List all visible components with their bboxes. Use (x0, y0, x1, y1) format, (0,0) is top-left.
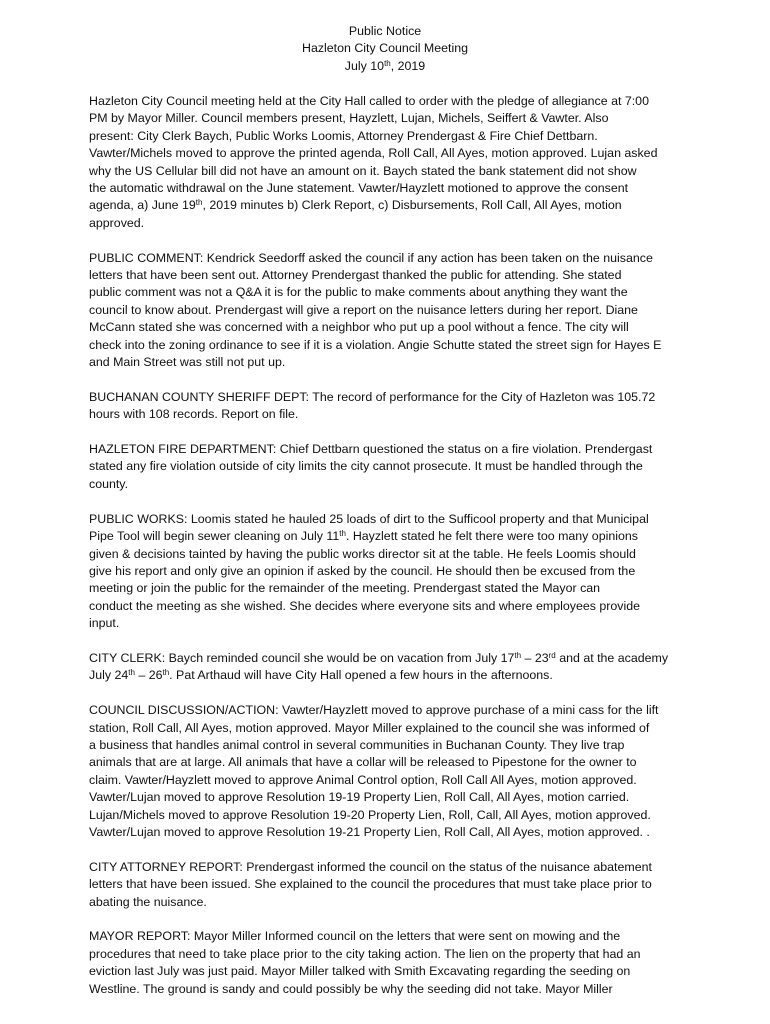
text-run: stated any fire violation outside of city limits the city cannot prosecute. It must be handled through the (89, 459, 643, 474)
text-line (89, 563, 689, 580)
text-line (89, 754, 689, 771)
text-run: and Main Street was still not put up. (89, 355, 286, 370)
text-line (89, 163, 689, 180)
public-works-paragraph (89, 511, 689, 633)
text-line (89, 128, 689, 145)
text-line (89, 319, 689, 336)
notice-title: Public Notice (348, 24, 422, 38)
meeting-date: July 10th, 2019 (344, 58, 426, 73)
text-line (89, 772, 689, 789)
text-run: HAZLETON FIRE DEPARTMENT: Chief Dettbarn questioned the status on a fire violation. Prendergast (89, 442, 653, 457)
text-run: meeting or join the public for the remainder of the meeting. Prendergast stated the Mayor can (89, 581, 601, 596)
text-run: – 26 (134, 668, 163, 683)
text-line (89, 528, 689, 545)
ordinal-suffix: th (514, 650, 522, 660)
text-line (89, 963, 689, 980)
text-line (89, 876, 689, 893)
text-run: Pipe Tool will begin sewer cleaning on July 11 (89, 529, 340, 544)
sheriff-dept-paragraph (89, 389, 689, 424)
text-run: present: City Clerk Baych, Public Works Loomis, Attorney Prendergast & Fire Chief Dettbarn. (89, 128, 598, 143)
text-line (89, 389, 689, 406)
text-run: station, Roll Call, All Ayes, motion approved. Mayor Miller explained to the council she was informed of (89, 720, 650, 735)
text-line (89, 598, 689, 615)
text-line (89, 441, 689, 458)
text-run: a business that handles animal control in several communities in Buchanan County. They live trap (89, 737, 625, 752)
text-run: Vawter/Michels moved to approve the printed agenda, Roll Call, All Ayes, motion approved. Lujan asked (89, 146, 658, 161)
text-run: the automatic withdrawal on the June statement. Vawter/Hayzlett motioned to approve the consent (89, 181, 629, 196)
text-line (89, 702, 689, 719)
text-line (89, 615, 689, 632)
text-line (89, 824, 689, 841)
text-line (89, 737, 689, 754)
ordinal-suffix: th (195, 198, 203, 208)
text-run: . Pat Arthaud will have City Hall opened a few hours in the afternoons. (169, 668, 553, 683)
text-run: county. (89, 476, 129, 491)
text-line (89, 511, 689, 528)
text-run: CITY CLERK: Baych reminded council she would be on vacation from July 17 (89, 650, 515, 665)
text-run: give his report and only give an opinion if asked by the council. He should then be excused from the (89, 563, 636, 578)
text-run: July 24 (89, 668, 129, 683)
text-run: check into the zoning ordinance to see if it is a violation. Angie Schutte stated the street sign for Hayes E (89, 337, 662, 352)
text-line (89, 894, 689, 911)
text-line (89, 859, 689, 876)
text-run: MAYOR REPORT: Mayor Miller Informed council on the letters that were sent on mowing and the (89, 929, 621, 944)
text-line (89, 928, 689, 945)
text-run: McCann stated she was concerned with a neighbor who put up a pool without a fence. The city will (89, 320, 629, 335)
text-line (89, 197, 689, 214)
text-run: and at the academy (555, 650, 669, 665)
text-run: Westline. The ground is sandy and could possibly be why the seeding did not take. Mayor Miller (89, 981, 613, 996)
text-line (89, 337, 689, 354)
text-run: COUNCIL DISCUSSION/ACTION: Vawter/Hayzlett moved to approve purchase of a mini cass for the lift (89, 703, 659, 718)
text-line (89, 302, 689, 319)
text-line (89, 267, 689, 284)
text-line (89, 807, 689, 824)
text-run: procedures that need to take place prior to the city taking action. The lien on the property that had an (89, 946, 641, 961)
text-line (89, 720, 689, 737)
text-run: , 2019 minutes b) Clerk Report, c) Disbursements, Roll Call, All Ayes, motion (202, 198, 622, 213)
text-line (89, 946, 689, 963)
text-run: hours with 108 records. Report on file. (89, 407, 299, 422)
text-run: Vawter/Lujan moved to approve Resolution 19-21 Property Lien, Roll Call, All Ayes, motion approved. . (89, 824, 650, 839)
text-line (89, 981, 689, 998)
text-line (89, 215, 689, 232)
text-run: letters that have been issued. She explained to the council the procedures that must take place prior to (89, 877, 652, 892)
text-run: claim. Vawter/Hayzlett moved to approve Animal Control option, Roll Call All Ayes, motion approved. (89, 772, 637, 787)
text-run: Hazleton City Council meeting held at the City Hall called to order with the pledge of allegiance at 7:00 (89, 94, 649, 108)
text-run: eviction last July was just paid. Mayor Miller talked with Smith Excavating regarding the seeding on (89, 964, 631, 979)
public-comment-paragraph (89, 250, 689, 372)
text-line (89, 180, 689, 197)
opening-paragraph (89, 93, 689, 232)
text-run: agenda, a) June 19 (89, 198, 196, 213)
minutes-body (89, 93, 689, 1015)
text-run: PUBLIC COMMENT: Kendrick Seedorff asked the council if any action has been taken on the nuisance (89, 250, 653, 265)
text-run: – 23 (521, 650, 549, 665)
text-run: PM by Mayor Miller. Council members present, Hayzlett, Lujan, Michels, Seiffert & Vawter. Also (89, 111, 609, 126)
text-run: council to know about. Prendergast will give a report on the nuisance letters during her report. Diane (89, 302, 638, 317)
text-run: why the US Cellular bill did not have an amount on it. Baych stated the bank statement did not show (89, 163, 637, 178)
text-run: public comment was not a Q&A it is for the public to make comments about anything they want the (89, 285, 628, 300)
ordinal-suffix: th (162, 668, 170, 678)
text-run: approved. (89, 215, 145, 230)
text-line (89, 667, 689, 684)
city-clerk-paragraph (89, 650, 689, 685)
text-line (89, 93, 689, 110)
text-run: given & decisions tainted by having the public works director sit at the table. He feels Loomis should (89, 546, 636, 561)
city-attorney-paragraph (89, 859, 689, 911)
text-line (89, 406, 689, 423)
text-run: Lujan/Michels moved to approve Resolution 19-20 Property Lien, Roll, Call, All Ayes, motion approved. (89, 807, 651, 822)
text-run: abating the nuisance. (89, 894, 207, 909)
text-line (89, 458, 689, 475)
text-run: CITY ATTORNEY REPORT: Prendergast informed the council on the status of the nuisance abatement (89, 859, 652, 874)
text-line (89, 110, 689, 127)
text-run: conduct the meeting as she wished. She decides where everyone sits and where employees provide (89, 598, 641, 613)
text-line (89, 476, 689, 493)
council-discussion-paragraph (89, 702, 689, 841)
ordinal-suffix: rd (548, 650, 556, 660)
text-run: input. (89, 616, 120, 631)
fire-department-paragraph (89, 441, 689, 493)
text-run: animals that are at large. All animals that have a collar will be released to Pipestone for the owner to (89, 755, 637, 770)
text-line (89, 546, 689, 563)
notice-header (0, 23, 770, 75)
text-line (89, 284, 689, 301)
text-run: PUBLIC WORKS: Loomis stated he hauled 25 loads of dirt to the Sufficool property and that Municipal (89, 511, 649, 526)
ordinal-suffix: th (339, 529, 346, 539)
ordinal-suffix: th (128, 668, 135, 678)
text-run: letters that have been sent out. Attorney Prendergast thanked the public for attending. She stated (89, 268, 622, 283)
text-line (89, 789, 689, 806)
text-run: BUCHANAN COUNTY SHERIFF DEPT: The record of performance for the City of Hazleton was 105.72 (89, 389, 656, 404)
text-line (89, 650, 689, 667)
text-line (89, 250, 689, 267)
meeting-title: Hazleton City Council Meeting (302, 41, 468, 56)
mayor-report-paragraph (89, 928, 689, 998)
text-run: Vawter/Lujan moved to approve Resolution 19-19 Property Lien, Roll Call, All Ayes, motion carried. (89, 790, 630, 805)
text-line (89, 580, 689, 597)
text-line (89, 145, 689, 162)
text-run: . Hayzlett stated he felt there were too many opinions (345, 529, 638, 544)
text-line (89, 354, 689, 371)
